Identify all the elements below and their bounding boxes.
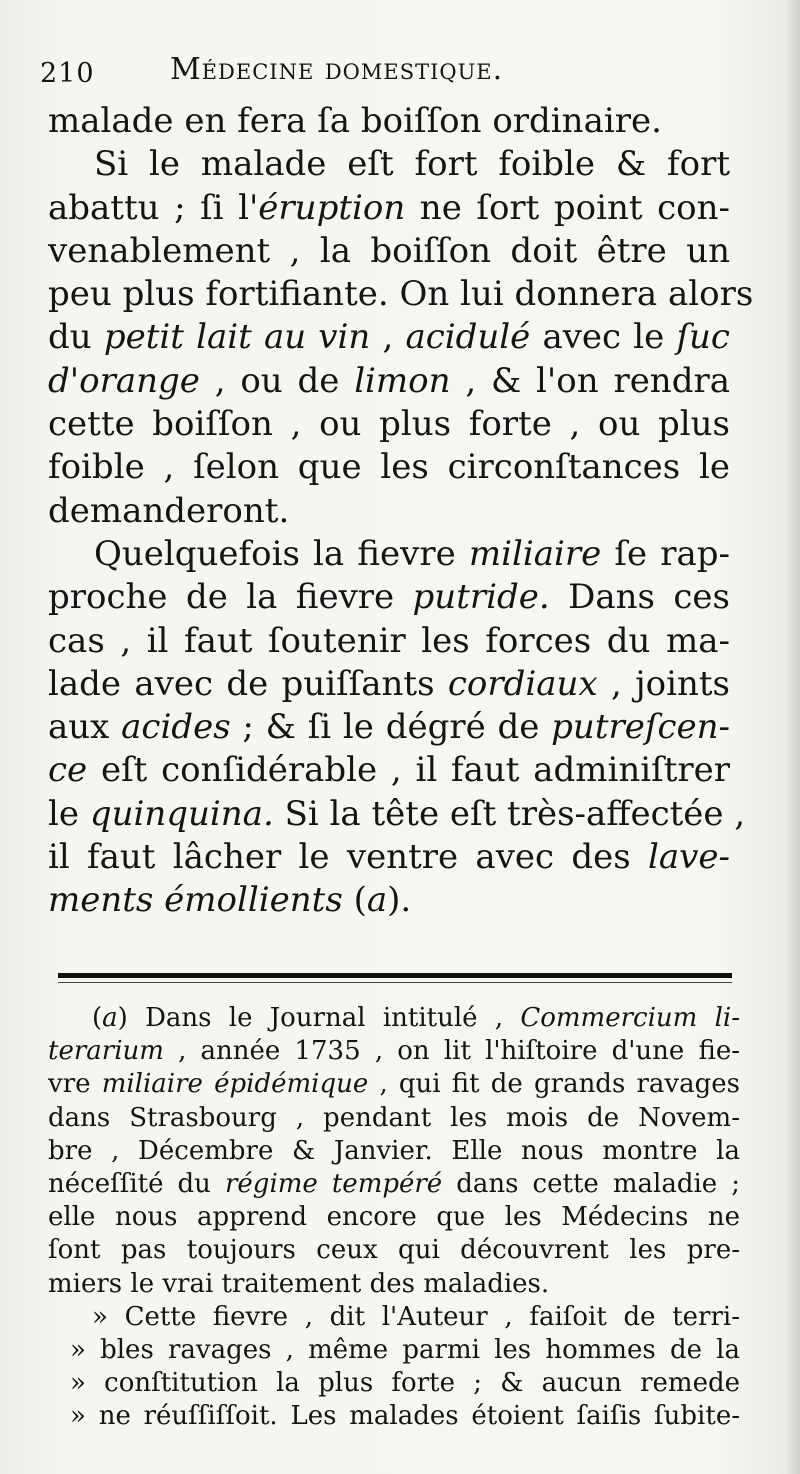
- text-line: [48, 446, 730, 489]
- italic-text: ſuc: [676, 317, 730, 358]
- italic-text: acides: [121, 707, 231, 748]
- footnote-line-text: ſont pas toujours ceux qui découvrent les pre-: [48, 1235, 740, 1266]
- footnote-line-text: dans Strasbourg , pendant les mois de Novem-: [48, 1102, 740, 1133]
- text-run: dans cette maladie ;: [442, 1168, 740, 1199]
- page-header: [40, 52, 740, 96]
- italic-text: putreſcen-: [551, 707, 730, 748]
- text-run: du: [48, 317, 104, 358]
- text-run: , année 1735 , on lit l'hiſtoire d'une fie-: [163, 1036, 740, 1067]
- text-run: ; & ſi le dégré de: [230, 707, 552, 748]
- text-run: ) Dans le Journal intitulé ,: [117, 1003, 521, 1033]
- text-run: ).: [387, 880, 412, 921]
- text-line-text: demanderont.: [48, 490, 290, 531]
- text-run: , ou de: [199, 360, 355, 401]
- text-run: (: [342, 880, 367, 921]
- italic-text: quinquina.: [89, 793, 274, 834]
- footnote-line-text: miers le vrai traitement des maladies.: [48, 1268, 550, 1299]
- text-run: aux: [48, 707, 122, 748]
- footnote-line: [48, 1234, 740, 1267]
- text-run: proche de la fievre: [48, 577, 413, 618]
- text-line: [48, 273, 754, 316]
- text-run: ,: [370, 317, 406, 358]
- text-line: [48, 143, 730, 186]
- footnote-line: [48, 1301, 740, 1334]
- footnote-line: [48, 1334, 740, 1367]
- text-run: avec le: [530, 317, 677, 358]
- text-line: [48, 490, 730, 533]
- footnote-separator-thin-rule: [58, 982, 732, 983]
- footnote-separator-rule: [58, 973, 732, 978]
- footnote-line-text: » bles ravages , même parmi les hommes de la: [70, 1334, 740, 1365]
- footnote-line-text: elle nous apprend encore que les Médecins ne: [48, 1202, 740, 1233]
- footnote-line: [48, 1268, 740, 1301]
- italic-text: d'orange: [48, 360, 200, 401]
- text-run: il faut lâcher le ventre avec des: [48, 837, 649, 878]
- italic-text: ce: [48, 750, 88, 791]
- italic-text: a: [102, 1003, 118, 1033]
- footnote-line: [48, 1367, 740, 1400]
- footnote-line: [48, 1068, 740, 1101]
- italic-text: régime tempéré: [224, 1168, 443, 1199]
- italic-text: miliaire: [468, 533, 602, 574]
- text-line: [48, 706, 730, 749]
- text-run: Quelquefois la fievre: [94, 533, 469, 574]
- text-line-text: venablement , la boiſſon doit être un: [48, 230, 730, 271]
- text-run: ne ſort point con-: [405, 187, 730, 228]
- italic-text: terarium: [48, 1036, 164, 1067]
- text-line: [48, 316, 730, 359]
- text-run: , & l'on rendra: [450, 360, 730, 401]
- footnote-line-text: » conſtitution la plus forte ; & aucun remede: [70, 1368, 740, 1399]
- text-line: [48, 403, 730, 446]
- text-run: ſe rap-: [601, 533, 730, 574]
- text-line-text: peu plus fortifiante. On lui donnera alors: [48, 274, 754, 315]
- text-run: Dans ces: [549, 577, 730, 618]
- text-run: (: [92, 1003, 103, 1033]
- text-line: [48, 749, 730, 792]
- footnote: [48, 1002, 740, 1433]
- text-line-text: cette boiſſon , ou plus forte , ou plus: [48, 404, 730, 445]
- text-line: [48, 576, 730, 619]
- footnote-line: [48, 1201, 740, 1234]
- italic-text: ments émollients: [48, 880, 343, 921]
- text-run: abattu ; ſi l': [48, 187, 259, 228]
- text-line: [48, 187, 730, 230]
- page-edge-shadow: [786, 0, 800, 1474]
- footnote-line: [48, 1135, 740, 1168]
- italic-text: a: [366, 880, 388, 921]
- italic-text: putride.: [412, 577, 550, 618]
- running-title: Médecine domestique.: [170, 52, 504, 87]
- italic-text: Commercium li-: [520, 1003, 740, 1033]
- text-line-text: malade en fera ſa boiſſon ordinaire.: [48, 101, 662, 141]
- text-run: vre: [48, 1069, 102, 1100]
- text-run: Si la tête eſt très-affectée ,: [273, 793, 746, 834]
- main-text: [48, 100, 754, 923]
- text-run: néceſſité du: [48, 1168, 225, 1199]
- footnote-line-text: » Cette fievre , dit l'Auteur , faiſoit de terri-: [92, 1301, 740, 1332]
- text-line: [48, 230, 730, 273]
- text-run: le: [48, 793, 90, 834]
- text-line-text: Si le malade eſt fort foible & fort: [94, 144, 730, 185]
- text-line-text: foible , ſelon que les circonſtances le: [48, 447, 730, 488]
- italic-text: miliaire épidémique: [101, 1069, 369, 1100]
- italic-text: limon: [354, 360, 451, 401]
- text-line: [48, 533, 730, 576]
- text-line: [48, 663, 730, 706]
- text-run: , qui fit de grands ravages: [368, 1069, 740, 1100]
- text-run: , joints: [597, 663, 730, 704]
- text-line: [48, 836, 730, 879]
- footnote-line: [48, 1168, 740, 1201]
- italic-text: éruption: [258, 187, 406, 228]
- footnote-line-text: » ne réuſſiſſoit. Les malades étoient ſaiſis ſubite-: [70, 1401, 740, 1432]
- footnote-line: [48, 1035, 740, 1068]
- text-line-text: cas , il faut ſoutenir les forces du ma-: [48, 620, 730, 661]
- italic-text: petit lait au vin: [103, 317, 371, 358]
- text-run: lade avec de puiſſants: [48, 663, 448, 704]
- text-line: [48, 100, 730, 143]
- footnote-line-text: bre , Décembre & Janvier. Elle nous montre la: [48, 1135, 740, 1166]
- text-line: [48, 879, 730, 922]
- text-line: [48, 360, 730, 403]
- italic-text: cordiaux: [447, 663, 598, 704]
- footnote-line: [48, 1002, 740, 1035]
- italic-text: acidulé: [405, 317, 531, 358]
- text-line: [48, 793, 746, 836]
- footnote-line: [48, 1400, 740, 1433]
- text-run: eſt conſidérable , il faut adminiſtrer: [87, 750, 730, 791]
- footnote-line: [48, 1102, 740, 1135]
- italic-text: lave-: [648, 837, 730, 878]
- text-line: [48, 620, 730, 663]
- page-number: 210: [40, 58, 95, 89]
